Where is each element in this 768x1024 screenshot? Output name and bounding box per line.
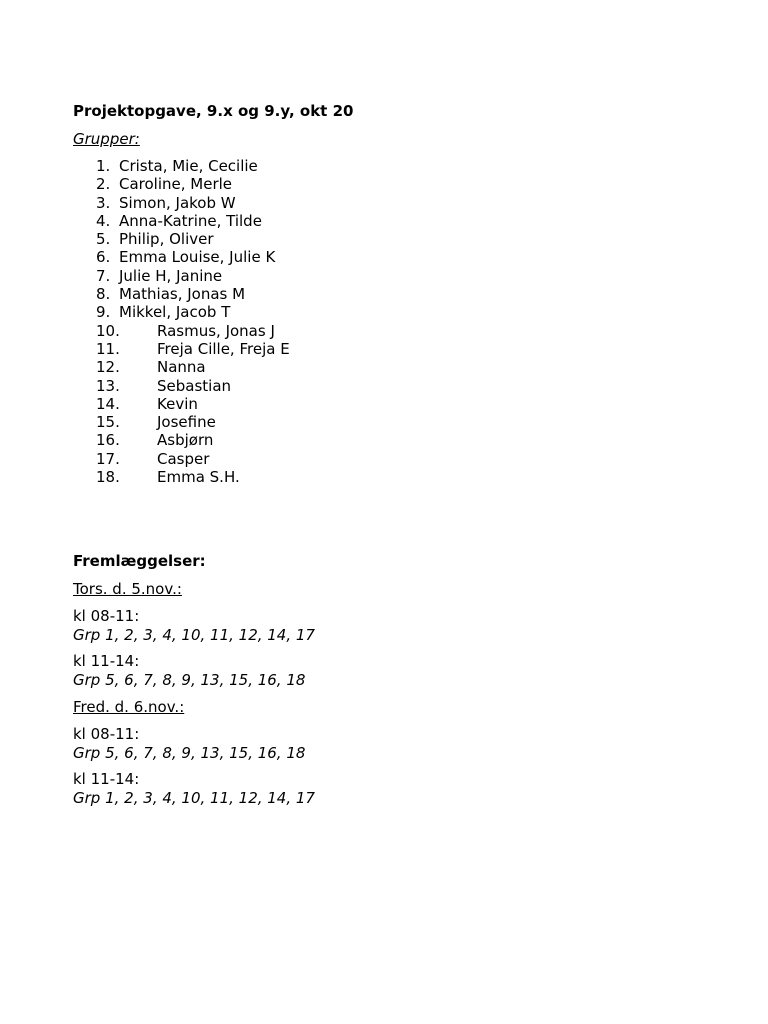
group-members: Nanna bbox=[157, 358, 206, 377]
slot-time: kl 08-11: bbox=[73, 725, 140, 744]
group-item bbox=[73, 358, 693, 376]
group-members: Casper bbox=[157, 449, 210, 468]
group-members: Julie H, Janine bbox=[119, 266, 223, 285]
group-item bbox=[73, 340, 693, 358]
group-number: 15. bbox=[96, 413, 120, 432]
group-item bbox=[73, 267, 693, 285]
day-heading: Fred. d. 6.nov.: bbox=[73, 698, 185, 717]
group-number: 18. bbox=[96, 468, 120, 487]
presentations-heading: Fremlæggelser: bbox=[73, 552, 206, 571]
groups-heading: Grupper: bbox=[73, 130, 140, 148]
time-slot bbox=[73, 770, 693, 807]
group-item bbox=[73, 322, 693, 340]
group-members: Emma S.H. bbox=[157, 468, 240, 487]
group-members: Rasmus, Jonas J bbox=[157, 321, 275, 340]
group-item bbox=[73, 157, 693, 175]
group-item bbox=[73, 175, 693, 193]
slot-groups: Grp 1, 2, 3, 4, 10, 11, 12, 14, 17 bbox=[73, 625, 315, 644]
group-members: Josefine bbox=[157, 413, 216, 432]
group-number: 2. bbox=[96, 175, 111, 194]
slot-time: kl 08-11: bbox=[73, 607, 140, 626]
group-number: 13. bbox=[96, 376, 120, 395]
group-number: 12. bbox=[96, 358, 120, 377]
group-members: Simon, Jakob W bbox=[119, 193, 236, 212]
slot-groups: Grp 5, 6, 7, 8, 9, 13, 15, 16, 18 bbox=[73, 743, 306, 762]
group-item bbox=[73, 194, 693, 212]
group-members: Freja Cille, Freja E bbox=[157, 339, 290, 358]
slot-groups: Grp 1, 2, 3, 4, 10, 11, 12, 14, 17 bbox=[73, 788, 315, 807]
group-number: 14. bbox=[96, 394, 120, 413]
group-members: Caroline, Merle bbox=[119, 175, 233, 194]
group-number: 1. bbox=[96, 157, 111, 175]
group-members: Kevin bbox=[157, 394, 198, 413]
group-item bbox=[73, 230, 693, 248]
group-number: 5. bbox=[96, 230, 111, 249]
group-item bbox=[73, 395, 693, 413]
group-members: Crista, Mie, Cecilie bbox=[119, 157, 258, 175]
group-item bbox=[73, 431, 693, 449]
group-number: 11. bbox=[96, 339, 120, 358]
document-page bbox=[73, 101, 693, 807]
group-number: 10. bbox=[96, 321, 120, 340]
group-members: Emma Louise, Julie K bbox=[119, 248, 276, 267]
group-members: Philip, Oliver bbox=[119, 230, 214, 249]
document-title: Projektopgave, 9.x og 9.y, okt 20 bbox=[73, 102, 354, 120]
groups-list bbox=[73, 157, 693, 486]
group-number: 8. bbox=[96, 285, 111, 304]
slot-groups: Grp 5, 6, 7, 8, 9, 13, 15, 16, 18 bbox=[73, 670, 306, 689]
group-number: 9. bbox=[96, 303, 111, 322]
day-heading: Tors. d. 5.nov.: bbox=[73, 580, 182, 599]
group-number: 7. bbox=[96, 266, 111, 285]
slot-time: kl 11-14: bbox=[73, 652, 140, 671]
group-number: 16. bbox=[96, 431, 120, 450]
group-members: Asbjørn bbox=[157, 431, 214, 450]
slot-time: kl 11-14: bbox=[73, 770, 140, 789]
group-item bbox=[73, 285, 693, 303]
group-number: 6. bbox=[96, 248, 111, 267]
group-item bbox=[73, 413, 693, 431]
group-item bbox=[73, 303, 693, 321]
presentation-days bbox=[73, 579, 693, 807]
group-members: Mikkel, Jacob T bbox=[119, 303, 231, 322]
time-slot bbox=[73, 725, 693, 762]
group-item bbox=[73, 248, 693, 266]
group-members: Mathias, Jonas M bbox=[119, 285, 246, 304]
group-members: Anna-Katrine, Tilde bbox=[119, 211, 262, 230]
group-number: 17. bbox=[96, 449, 120, 468]
group-members: Sebastian bbox=[157, 376, 232, 395]
group-item bbox=[73, 377, 693, 395]
time-slot bbox=[73, 607, 693, 644]
group-item bbox=[73, 450, 693, 468]
time-slot bbox=[73, 652, 693, 689]
group-item bbox=[73, 468, 693, 486]
group-number: 4. bbox=[96, 211, 111, 230]
group-number: 3. bbox=[96, 193, 111, 212]
group-item bbox=[73, 212, 693, 230]
